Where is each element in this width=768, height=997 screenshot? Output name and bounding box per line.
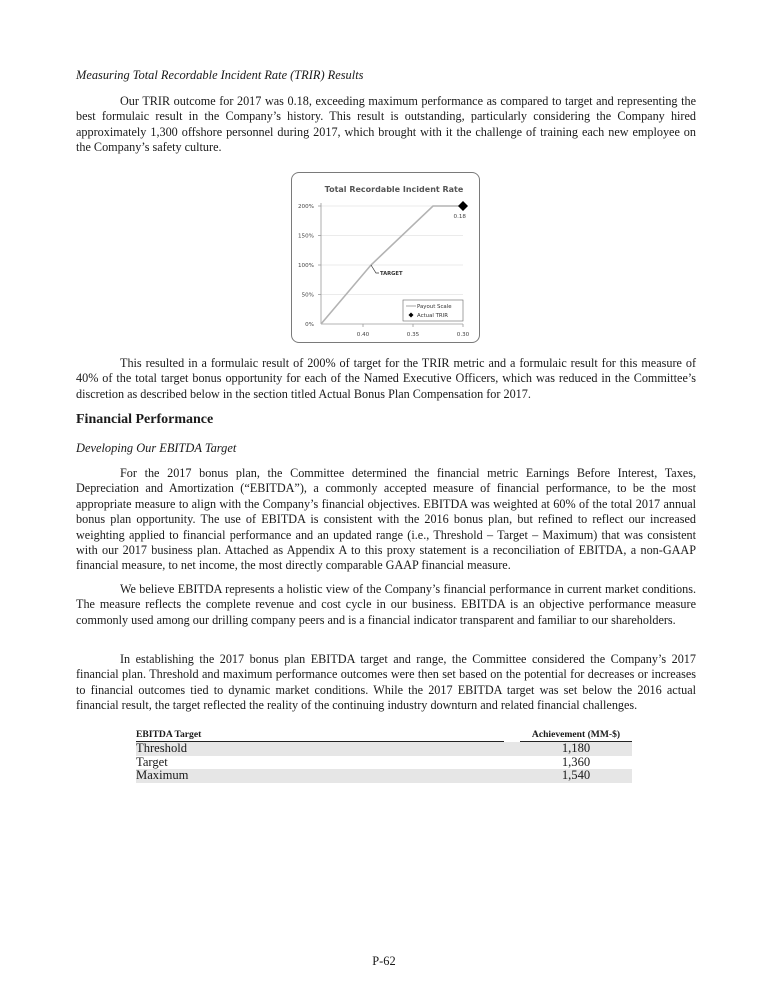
- trir-paragraph-1: Our TRIR outcome for 2017 was 0.18, exceeding maximum performance as compared to target and representing the best formulaic result in the Company’s history. This result is outstanding, particularly considering the Company hired approximately 1,300 offshore personnel during 2017, which brought with it the challenge of training each new employee on the Company’s safety culture.: [76, 94, 696, 155]
- row-label: Target: [136, 754, 168, 769]
- svg-text:100%: 100%: [298, 263, 314, 269]
- actual-trir-label: 0.18: [453, 214, 466, 220]
- ebitda-target-table: [136, 729, 632, 783]
- row-value: 1,180: [520, 742, 632, 756]
- svg-text:0.30: 0.30: [456, 332, 470, 338]
- svg-text:Actual TRIR: Actual TRIR: [417, 313, 448, 319]
- actual-trir-marker: [458, 201, 468, 211]
- table-header-achievement: Achievement (MM-$): [520, 729, 632, 742]
- table-row: [136, 769, 632, 783]
- row-label: Maximum: [136, 769, 504, 783]
- trir-section-heading: Measuring Total Recordable Incident Rate (TRIR) Results: [76, 68, 364, 82]
- trir-chart-plot: [292, 173, 481, 344]
- financial-paragraph-1: For the 2017 bonus plan, the Committee determined the financial metric Earnings Before Interest, Taxes, Depreciation and Amortization (“EBITDA”), a commonly accepted measure of financial performance, to be the most appropriate measure to align with the Company’s financial objectives. EBITDA was weighted at 60% of the total 2017 annual bonus plan opportunity. The use of EBITDA is consistent with the 2016 bonus plan, but refined to reflect our increased weighting applied to financial performance and an updated range (i.e., Threshold – Target – Maximum) that was consistent with our 2017 business plan. Attached as Appendix A to this proxy statement is a reconciliation of EBITDA, a non-GAAP financial measure, to net income, the most directly comparable GAAP financial measure.: [76, 466, 696, 573]
- chart-legend: [403, 300, 463, 321]
- chart-gridlines: [321, 206, 463, 295]
- chart-title: Total Recordable Incident Rate: [324, 185, 464, 194]
- chart-x-tick-labels: [357, 332, 470, 338]
- row-value: 1,540: [520, 769, 632, 783]
- svg-text:Payout Scale: Payout Scale: [417, 304, 452, 310]
- page-number: P-62: [372, 954, 396, 968]
- financial-paragraph-3: In establishing the 2017 bonus plan EBITDA target and range, the Committee considered the Company’s 2017 financial plan. Threshold and maximum performance outcomes were then set based on the potential for decreases or increases to financial outcomes tied to dynamic market conditions. While the 2017 EBITDA target was set below the 2016 actual financial result, the target reflected the reality of the continuing industry downturn and related financial challenges.: [76, 652, 696, 713]
- table-header-ebitda-target: EBITDA Target: [136, 729, 504, 742]
- trir-paragraph-2: This resulted in a formulaic result of 200% of target for the TRIR metric and a formulaic result for this measure of 40% of the total target bonus opportunity for each of the Named Executive Officers, which was reduced in the Committee’s discretion as described below in the section titled Actual Bonus Plan Compensation for 2017.: [76, 356, 696, 401]
- row-label: Threshold: [136, 742, 504, 756]
- ebitda-subheading: Developing Our EBITDA Target: [76, 441, 237, 455]
- svg-text:150%: 150%: [298, 233, 314, 240]
- target-annotation: TARGET: [380, 271, 403, 277]
- svg-text:0.40: 0.40: [356, 332, 370, 338]
- financial-paragraph-2: We believe EBITDA represents a holistic view of the Company’s financial performance in current market conditions. The measure reflects the complete revenue and cost cycle in our business. EBITDA is an objective performance measure commonly used among our drilling company peers and is a financial indicator transparent and familiar to our shareholders.: [76, 582, 696, 627]
- svg-text:200%: 200%: [298, 204, 314, 210]
- chart-y-tick-labels: [298, 204, 314, 328]
- table-row: [136, 742, 632, 756]
- financial-performance-heading: Financial Performance: [76, 412, 214, 427]
- svg-text:0.35: 0.35: [406, 332, 420, 338]
- trir-chart: [291, 172, 480, 343]
- svg-text:0%: 0%: [305, 322, 314, 328]
- table-row: [136, 756, 632, 770]
- target-callout-line: [371, 265, 379, 273]
- svg-text:50%: 50%: [301, 292, 314, 299]
- row-value: 1,360: [561, 754, 591, 769]
